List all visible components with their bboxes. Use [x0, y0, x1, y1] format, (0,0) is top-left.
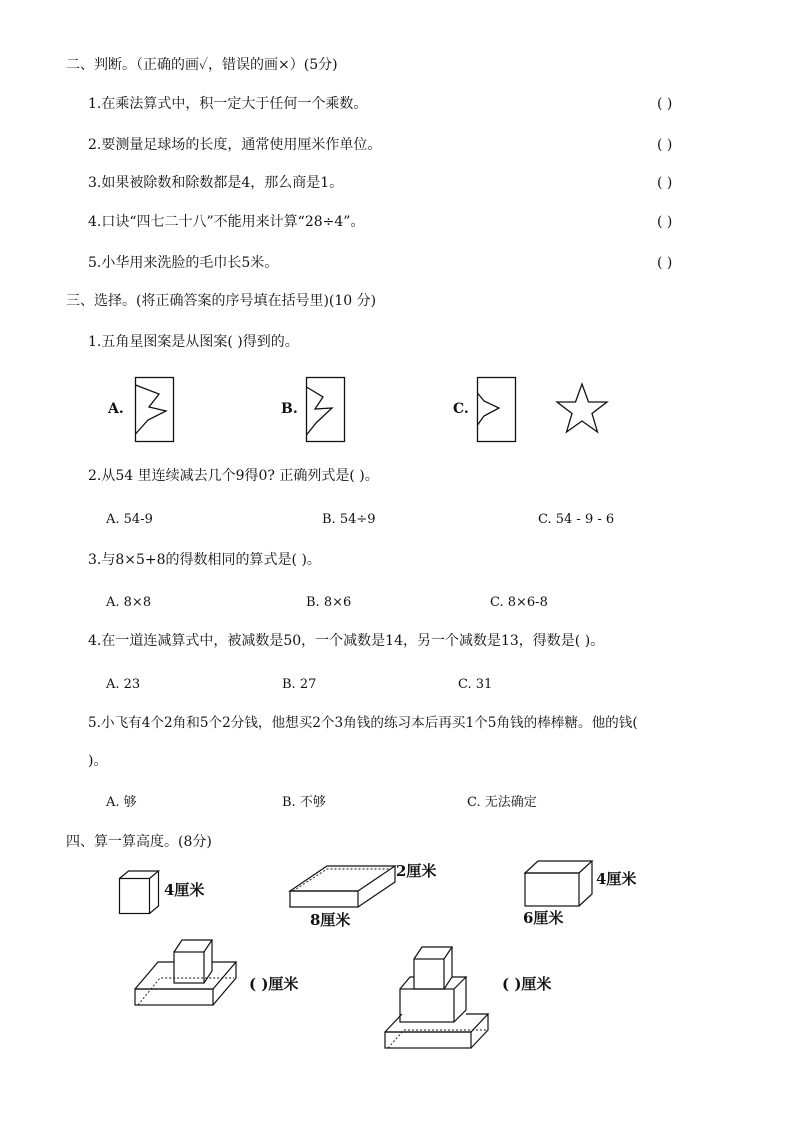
choice-q5-text-cont: )。	[88, 753, 108, 769]
q1-option-b-label: B.	[281, 401, 298, 417]
q1-figure-a[interactable]	[135, 377, 175, 443]
composite-figure-1	[134, 938, 240, 1008]
q5-option-a[interactable]: A. 够	[106, 795, 137, 810]
judge-answer-3[interactable]: ( )	[657, 175, 673, 191]
q1-star-figure	[554, 382, 610, 436]
section-choice-heading: 三、选择。(将正确答案的序号填在括号里)(10 分)	[66, 293, 377, 309]
q5-option-c[interactable]: C. 无法确定	[467, 795, 537, 810]
composite-figure-2	[384, 944, 492, 1052]
box-figure	[524, 860, 594, 908]
flat-box-height-label: 2厘米	[396, 862, 437, 880]
q2-option-b[interactable]: B. 54÷9	[322, 512, 376, 527]
q3-option-c[interactable]: C. 8×6-8	[490, 595, 548, 610]
q3-option-b[interactable]: B. 8×6	[306, 595, 352, 610]
q2-option-c[interactable]: C. 54 - 9 - 6	[538, 512, 615, 527]
q5-option-b[interactable]: B. 不够	[282, 795, 326, 810]
choice-q4-text: 4.在一道连减算式中，被减数是50，一个减数是14，另一个减数是13，得数是( )。	[88, 633, 605, 649]
box-length-label: 6厘米	[523, 909, 564, 927]
q4-option-a[interactable]: A. 23	[106, 677, 141, 692]
q1-option-a-label: A.	[108, 401, 124, 417]
flat-box-length-label: 8厘米	[310, 911, 351, 929]
flat-box-figure	[289, 864, 399, 910]
judge-answer-4[interactable]: ( )	[657, 214, 673, 230]
judge-item-2: 2.要测量足球场的长度，通常使用厘米作单位。	[88, 137, 382, 153]
q2-option-a[interactable]: A. 54-9	[106, 512, 153, 527]
box-height-label: 4厘米	[596, 870, 637, 888]
q1-option-c-label: C.	[453, 401, 469, 417]
choice-q5-text: 5.小飞有4个2角和5个2分钱，他想买2个3角钱的练习本后再买1个5角钱的棒棒糖。他的钱(	[88, 715, 638, 731]
q1-figure-b[interactable]	[306, 377, 346, 443]
choice-q1-text: 1.五角星图案是从图案( )得到的。	[88, 334, 299, 350]
section-height-heading: 四、算一算高度。(8分)	[66, 834, 212, 850]
cube-figure	[119, 870, 161, 916]
q3-option-a[interactable]: A. 8×8	[106, 595, 152, 610]
section-judge-heading: 二、判断。（正确的画✓，错误的画×）(5分)	[66, 57, 338, 73]
q4-option-b[interactable]: B. 27	[282, 677, 317, 692]
judge-item-4: 4.口诀“四七二十八”不能用来计算“28÷4”。	[88, 214, 365, 230]
composite-2-answer[interactable]: ( )厘米	[502, 975, 552, 993]
judge-answer-5[interactable]: ( )	[657, 255, 673, 271]
composite-1-answer[interactable]: ( )厘米	[249, 975, 299, 993]
choice-q2-text: 2.从54 里连续减去几个9得0? 正确列式是( )。	[88, 468, 379, 484]
judge-item-3: 3.如果被除数和除数都是4，那么商是1。	[88, 175, 344, 191]
q4-option-c[interactable]: C. 31	[458, 677, 493, 692]
cube-height-label: 4厘米	[164, 881, 205, 899]
judge-answer-2[interactable]: ( )	[657, 137, 673, 153]
judge-answer-1[interactable]: ( )	[657, 96, 673, 112]
q1-figure-c[interactable]	[477, 377, 517, 443]
judge-item-1: 1.在乘法算式中，积一定大于任何一个乘数。	[88, 96, 368, 112]
judge-item-5: 5.小华用来洗脸的毛巾长5米。	[88, 255, 279, 271]
choice-q3-text: 3.与8×5+8的得数相同的算式是( )。	[88, 552, 321, 568]
